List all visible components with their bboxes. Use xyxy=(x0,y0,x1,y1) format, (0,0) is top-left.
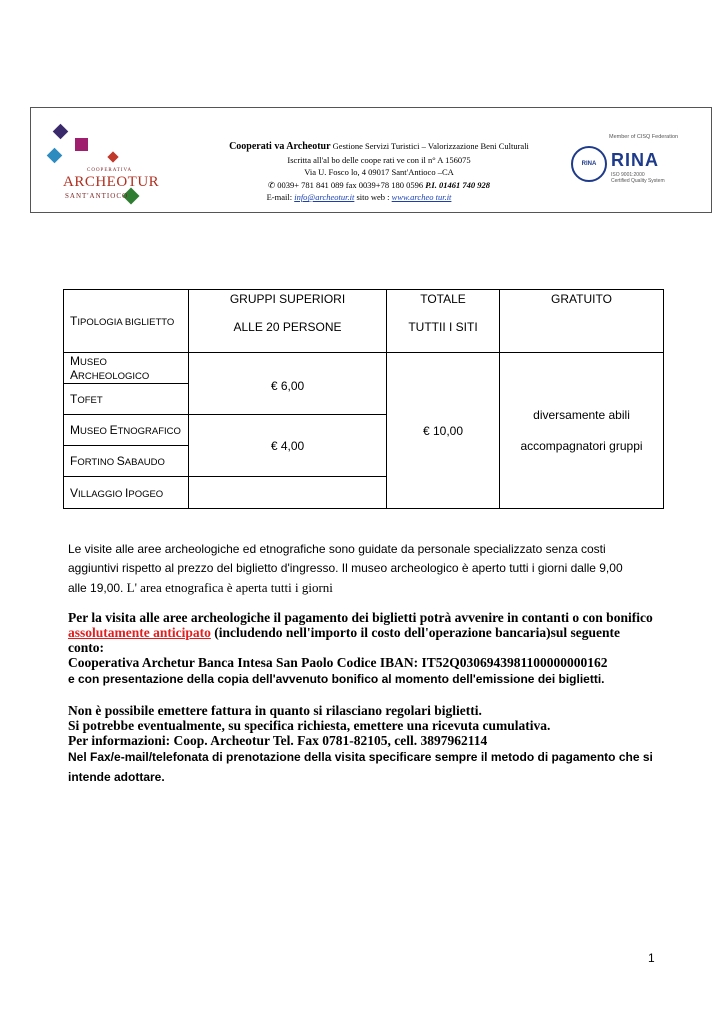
header-free xyxy=(500,290,664,353)
rina-seal-icon: RINA xyxy=(571,146,607,182)
advance-payment-emphasis: assolutamente anticipato xyxy=(68,625,211,640)
payment-paragraph xyxy=(68,610,668,670)
table-row xyxy=(64,353,664,384)
rina-iso-text xyxy=(611,172,665,184)
payment-line3: conto: xyxy=(68,640,104,655)
iban-line: Cooperativa Archetur Banca Intesa San Paolo Codice IBAN: IT52Q0306943981100000000162 xyxy=(68,655,608,670)
site-rest2: POGEO xyxy=(128,488,164,500)
contact-info-line: Per informazioni: Coop. Archeotur Tel. Fax 0781-82105, cell. 3897962114 xyxy=(68,733,488,748)
invoice-line1: Non è possibile emettere fattura in quanto si rilasciano regolari biglietti. xyxy=(68,703,482,718)
payment-line2-rest: (includendo nell'importo il costo dell'operazione bancaria)sul seguente xyxy=(210,625,620,640)
visits-ethno-hours: L' area etnografica è aperta tutti i giorni xyxy=(123,580,333,595)
free-categories xyxy=(500,353,664,509)
registration-line: Iscritta all'al bo delle coope rati ve con il n° A 156075 xyxy=(287,154,471,165)
site-label: sito web : xyxy=(356,192,392,202)
site-initial: M xyxy=(70,354,80,368)
rina-certification-logo xyxy=(569,134,705,192)
rina-logo-text: RINA xyxy=(611,150,659,170)
site-rest: ORTINO xyxy=(77,457,117,468)
phone-fax: ✆ 0039+ 781 841 089 fax 0039+78 180 0596 xyxy=(268,179,424,190)
group-price-2: € 4,00 xyxy=(189,415,387,477)
site-ethnographic-museum xyxy=(64,415,189,446)
site-archaeological-museum xyxy=(64,353,189,384)
site-fortino-sabaudo xyxy=(64,446,189,477)
site-rest2: TNOGRAFICO xyxy=(117,426,181,437)
rina-iso-desc: Certified Quality System xyxy=(611,178,665,184)
booking-note xyxy=(68,747,668,787)
site-initial2: E xyxy=(109,423,118,437)
site-initial2: I xyxy=(125,485,129,500)
contact-line xyxy=(189,191,569,204)
booking-line2: intende adottare. xyxy=(68,770,165,784)
invoice-line2: Si potrebbe eventualmente, su specifica richiesta, emettere una ricevuta cumulativa. xyxy=(68,718,551,733)
header-ticket-type xyxy=(64,290,189,353)
logo-square-magenta xyxy=(75,138,88,151)
company-description: Gestione Servizi Turistici – Valorizzazione Beni Culturali xyxy=(330,141,529,151)
table-header-row xyxy=(64,290,664,353)
payment-line2 xyxy=(68,625,668,640)
letterhead-text xyxy=(189,140,569,204)
empty-cell xyxy=(189,477,387,509)
site-initial: M xyxy=(70,423,80,437)
site-villaggio-ipogeo xyxy=(64,477,189,509)
header-groups-line2: ALLE 20 PERSONE xyxy=(233,320,342,334)
invoice-paragraph xyxy=(68,703,668,748)
booking-line1: Nel Fax/e-mail/telefonata di prenotazione della visita specificare sempre il metodo di pagamento che si xyxy=(68,750,653,764)
free-disabled: diversamente abili xyxy=(533,407,630,422)
logo-sub-text: SANT'ANTIOCO xyxy=(65,192,129,200)
phone-line xyxy=(189,179,569,192)
logo-coop-text: COOPERATIVA xyxy=(87,168,133,173)
visits-hours: alle 19,00. xyxy=(68,581,124,595)
website-link[interactable]: www.archeo tur.it xyxy=(391,192,452,202)
page-number: 1 xyxy=(648,951,655,965)
logo-square-blue xyxy=(47,148,63,164)
visits-line1: Le visite alle aree archeologiche ed etnografiche sono guidate da personale specializzato senza costi xyxy=(68,542,606,556)
header-free-label: GRATUITO xyxy=(551,292,612,306)
header-groups xyxy=(189,290,387,353)
logo-square-red xyxy=(107,151,118,162)
site-rest2: ABAUDO xyxy=(124,457,165,468)
company-name: Cooperati va Archeotur xyxy=(229,141,331,152)
vat-number: P.I. 01461 740 928 xyxy=(425,179,490,190)
archeotur-logo xyxy=(43,120,160,205)
site-initial: V xyxy=(70,485,79,500)
site-rest: ILLAGGIO xyxy=(78,488,126,500)
site-tofet xyxy=(64,384,189,415)
total-price: € 10,00 xyxy=(387,353,500,509)
header-total-line2: TUTTII I SITI xyxy=(408,320,478,334)
site-rest2: RCHEOLOGICO xyxy=(78,371,150,382)
site-initial2: A xyxy=(70,368,79,382)
site-rest: OFET xyxy=(77,395,103,406)
header-groups-line1: GRUPPI SUPERIORI xyxy=(229,292,346,306)
visits-info-paragraph xyxy=(68,540,668,598)
ticket-price-table xyxy=(63,289,664,509)
group-price-1: € 6,00 xyxy=(189,353,387,415)
email-label: E-mail: xyxy=(266,192,295,202)
payment-line1: Per la visita alle aree archeologiche il pagamento dei biglietti potrà avvenire in contanti o con bonifico xyxy=(68,610,653,625)
site-rest: USEO xyxy=(80,357,107,368)
rina-iso-number: ISO 9001:2000 xyxy=(611,172,645,178)
visits-line2: aggiuntivi rispetto al prezzo del biglietto d'ingresso. Il museo archeologico è aperto tutti i giorni dalle 9,00 xyxy=(68,561,623,575)
email-link[interactable]: info@archeotur.it xyxy=(294,192,355,202)
header-total-line1: TOTALE xyxy=(420,292,466,306)
logo-square-purple xyxy=(53,124,69,140)
site-initial: F xyxy=(70,454,78,468)
rina-member-text: Member of CISQ Federation xyxy=(609,134,679,140)
header-ticket-type-rest: IPOLOGIA BIGLIETTO xyxy=(77,317,175,328)
free-group-escorts: accompagnatori gruppi xyxy=(520,438,643,453)
site-initial: T xyxy=(70,392,78,406)
transfer-copy-line: e con presentazione della copia dell'avvenuto bonifico al momento dell'emissione dei biglietti. xyxy=(68,672,605,686)
header-total xyxy=(387,290,500,353)
site-rest: USEO xyxy=(80,426,110,437)
site-initial2: S xyxy=(116,454,125,468)
header-ticket-type-initial: T xyxy=(70,314,78,328)
logo-name-text: ARCHEOTUR xyxy=(63,174,160,190)
visits-line3 xyxy=(68,578,668,598)
letterhead xyxy=(30,107,712,213)
address-line: Via U. Fosco lo, 4 09017 Sant'Antioco –CA xyxy=(304,167,454,177)
